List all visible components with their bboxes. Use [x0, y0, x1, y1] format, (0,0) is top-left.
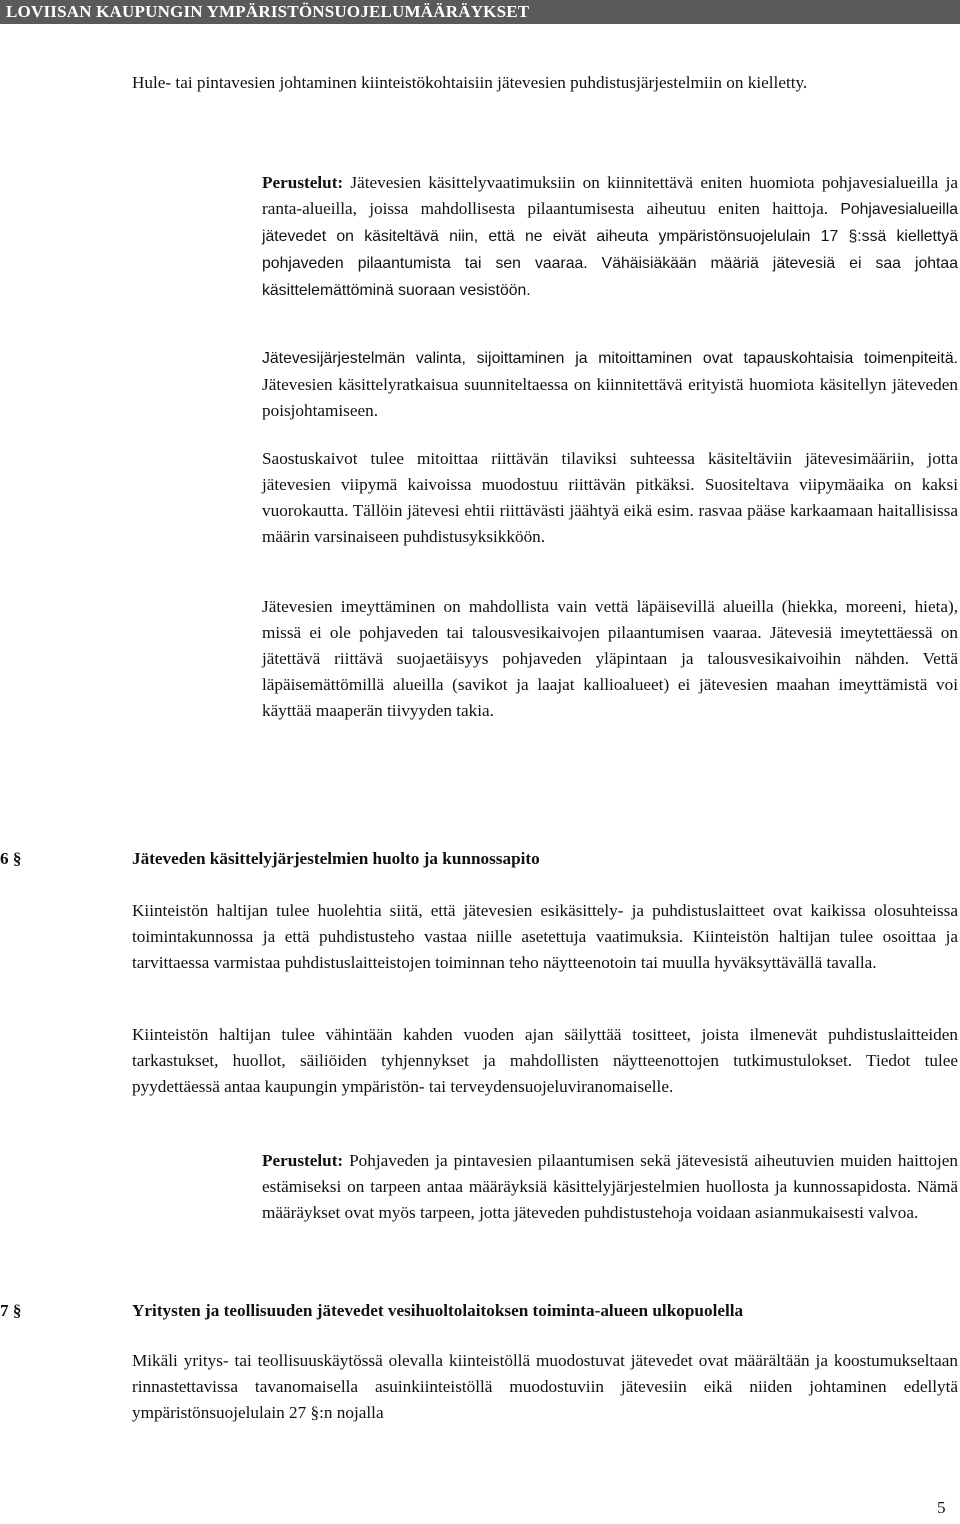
- paragraph-saostuskaivot: Saostuskaivot tulee mitoittaa riittävän tilaviksi suhteessa käsiteltäviin jätevesimääriin, jotta jätevesien viipymä kaivoissa muodostuu riittävän pitkäksi. Suositeltava viipymäaika on kaksi vuorokautta. Tällöin jätevesi ehtii riittävästi jäähtyä eikä esim. rasvaa pääse karkaamaan haitallisissa määrin varsinaiseen puhdistusyksikköön.: [262, 449, 958, 546]
- section-7-paragraph-1: Mikäli yritys- tai teollisuuskäytössä olevalla kiinteistöllä muodostuvat jätevedet ovat määrältään ja koostumukseltaan rinnastettavissa tavanomaisella asuinkiinteistöllä muodostuviin jätevesiin eikä niiden johtaminen edellytä ympäristönsuojelulain 27 §:n nojalla: [132, 1351, 958, 1422]
- section-7-title: Yritysten ja teollisuuden jätevedet vesihuoltolaitoksen toiminta-alueen ulkopuolella: [132, 1301, 744, 1320]
- paragraph-jatevesijarjestelman-valinta: [262, 345, 958, 424]
- section-6-number: 6 §: [0, 849, 22, 868]
- paragraph-perustelut-jatevedet: [262, 170, 958, 304]
- valinta-text-b: Jätevesien käsittelyratkaisua suunniteltaessa on kiinnitettävä erityistä huomiota käsitellyn jäteveden poisjohtamiseen.: [262, 375, 958, 420]
- section-6-perustelut-text: Pohjaveden ja pintavesien pilaantumisen sekä jätevesistä aiheutuvien muiden haittojen estämiseksi on tarpeen antaa määräyksiä käsittelyjärjestelmien huollosta ja kunnossapidosta. Nämä määräykset ovat myös tarpeen, jotta jäteveden puhdistustehoja voidaan asianmukaisesti valvoa.: [262, 1151, 958, 1222]
- perustelut-text-a: Jätevesien käsittelyvaatimuksiin on kiinnitettävä eniten huomiota pohjavesialueilla ja ranta-alueilla, joissa mahdollisesta pilaantumisesta aiheutuu eniten haittoja.: [262, 173, 958, 218]
- page-number: 5: [937, 1498, 946, 1517]
- paragraph-hule-vedet: Hule- tai pintavesien johtaminen kiinteistökohtaisiin jätevesien puhdistusjärjestelmiin on kielletty.: [132, 73, 808, 92]
- section-6-title: Jäteveden käsittelyjärjestelmien huolto ja kunnossapito: [132, 849, 540, 868]
- header-title: LOVIISAN KAUPUNGIN YMPÄRISTÖNSUOJELUMÄÄRÄYKSET: [6, 2, 530, 21]
- perustelut-label: Perustelut:: [262, 173, 344, 192]
- section-6-paragraph-2: Kiinteistön haltijan tulee vähintään kahden vuoden ajan säilyttää tositteet, joista ilmenevät puhdistuslaitteiden tarkastukset, huollot, säiliöiden tyhjennykset ja mahdollisten näytteenottojen tutkimustulokset. Tiedot tulee pyydettäessä antaa kaupungin ympäristön- tai terveydensuojeluviranomaiselle.: [132, 1025, 958, 1096]
- perustelut-text-b: Pohjavesialueilla jätevedet on käsiteltävä niin, että ne eivät aiheuta ympäristönsuojelulain 17 §:ssä kiellettyä pohjaveden pilaantumista tai sen vaaraa. Vähäisiäkään määriä jätevesiä ei saa johtaa käsittelemättöminä suoraan vesistöön.: [262, 201, 958, 299]
- valinta-text-a: Jätevesijärjestelmän valinta, sijoittaminen ja mitoittaminen ovat tapauskohtaisia toimenpiteitä.: [262, 350, 958, 367]
- paragraph-imeyttaminen: Jätevesien imeyttäminen on mahdollista vain vettä läpäisevillä alueilla (hiekka, moreeni, hieta), missä ei ole pohjaveden tai talousvesikaivojen pilaantumisen vaaraa. Jätevesiä imeytettäessä on jätettävä riittävä suojaetäisyys pohjaveden yläpintaan ja talousvesikaivoihin nähden. Vettä läpäisemättömillä alueilla (savikot ja laajat kallioalueet) ei jätevesien maahan imeyttämistä voi käyttää maaperän tiivyyden takia.: [262, 597, 958, 720]
- document-header: [0, 0, 960, 24]
- section-7-number: 7 §: [0, 1301, 22, 1320]
- section-6-perustelut-label: Perustelut:: [262, 1151, 344, 1170]
- section-6-perustelut: [262, 1148, 958, 1226]
- section-6-paragraph-1: Kiinteistön haltijan tulee huolehtia siitä, että jätevesien esikäsittely- ja puhdistuslaitteet ovat kaikissa olosuhteissa toimintakunnossa ja että puhdistusteho vastaa niille asetettuja vaatimuksia. Kiinteistön haltijan tulee osoittaa ja tarvittaessa varmistaa puhdistuslaitteistojen toiminnan teho näytteenotoin tai muulla hyväksyttävällä tavalla.: [132, 901, 958, 972]
